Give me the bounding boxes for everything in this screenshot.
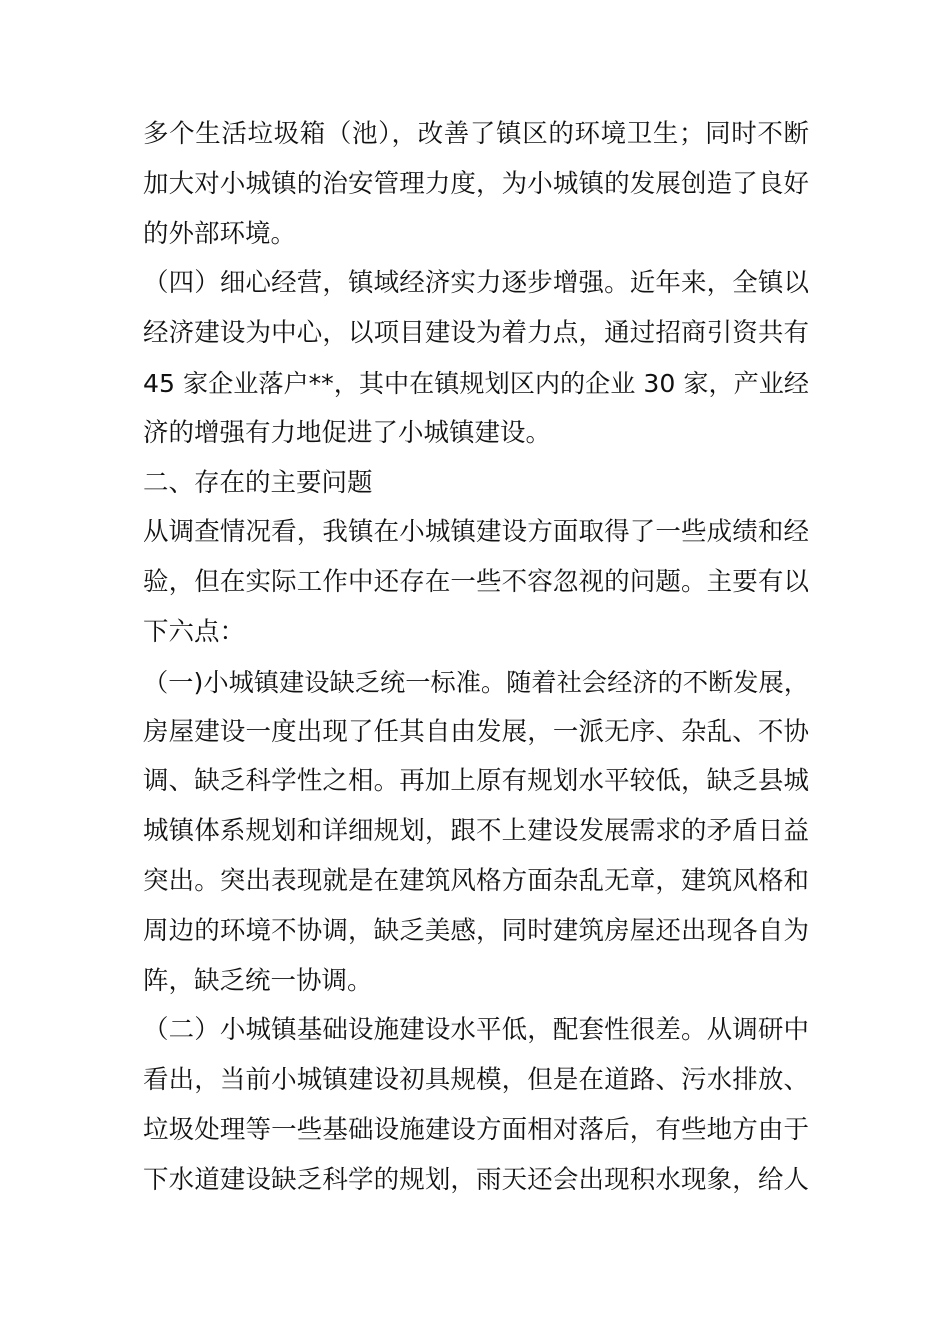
text-line: 从调查情况看，我镇在小城镇建设方面取得了一些成绩和经 <box>143 517 809 548</box>
document-body <box>143 110 809 1206</box>
text-line: 城镇体系规划和详细规划，跟不上建设发展需求的矛盾日益 <box>143 816 809 847</box>
text-line: 垃圾处理等一些基础设施建设方面相对落后，有些地方由于 <box>143 1114 809 1145</box>
text-line: 阵，缺乏统一协调。 <box>143 965 373 996</box>
text-line: 下六点： <box>143 616 246 647</box>
text-line: （一)小城镇建设缺乏统一标准。随着社会经济的不断发展， <box>143 667 809 697</box>
text-line: 加大对小城镇的治安管理力度，为小城镇的发展创造了良好 <box>143 168 809 199</box>
text-line: 的外部环境。 <box>143 218 297 249</box>
text-line: 多个生活垃圾箱（池），改善了镇区的环境卫生；同时不断 <box>143 119 809 149</box>
text-line: （二）小城镇基础设施建设水平低，配套性很差。从调研中 <box>143 1015 809 1046</box>
text-line: （四）细心经营，镇域经济实力逐步增强。近年来，全镇以 <box>143 268 809 299</box>
text-line: 房屋建设一度出现了任其自由发展，一派无序、杂乱、不协 <box>143 716 809 747</box>
text-line: 调、缺乏科学性之相。再加上原有规划水平较低，缺乏县城 <box>143 766 809 797</box>
text-line: 经济建设为中心，以项目建设为着力点，通过招商引资共有 <box>143 318 809 349</box>
text-line: 看出，当前小城镇建设初具规模，但是在道路、污水排放、 <box>143 1065 809 1096</box>
text-line: 突出。突出表现就是在建筑风格方面杂乱无章，建筑风格和 <box>143 865 809 896</box>
text-line: 济的增强有力地促进了小城镇建设。 <box>143 417 552 448</box>
text-line: 45 家企业落户**，其中在镇规划区内的企业 30 家，产业经 <box>143 368 809 398</box>
text-line: 下水道建设缺乏科学的规划，雨天还会出现积水现象，给人 <box>143 1164 809 1195</box>
text-line: 周边的环境不协调，缺乏美感，同时建筑房屋还出现各自为 <box>143 915 809 946</box>
text-line: 验，但在实际工作中还存在一些不容忽视的问题。主要有以 <box>143 567 809 598</box>
section-heading: 二、存在的主要问题 <box>143 467 373 498</box>
